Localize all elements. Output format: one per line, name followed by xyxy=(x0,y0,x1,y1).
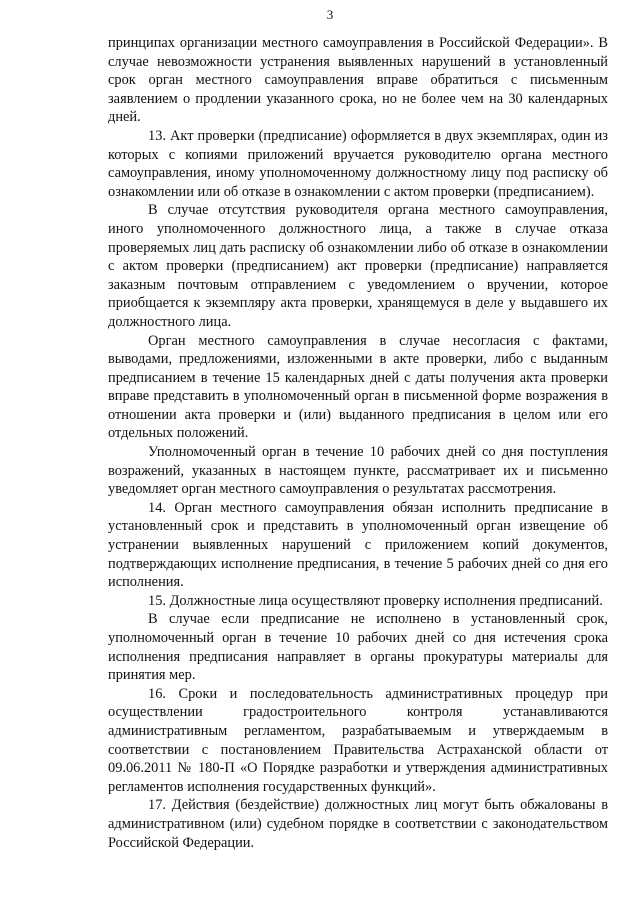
paragraph-14: 14. Орган местного самоуправления обязан исполнить предписание в установленный срок и представить в уполномоченный орган извещение об устранении выявленных нарушений с приложением копий документов, подтверждающих исполнение предписания, в течение 5 рабочих дней со дня его исполнения. xyxy=(108,499,608,591)
document-body xyxy=(108,34,608,852)
paragraph-17: 17. Действия (бездействие) должностных лиц могут быть обжалованы в административном (или) судебном порядке в соответствии с законодательством Российской Федерации. xyxy=(108,797,608,851)
paragraph-16: 16. Сроки и последовательность административных процедур при осуществлении градостроительного контроля устанавливаются административным регламентом, разрабатываемым и утверждаемым в соответствии с постановлением Правительства Астраханской области от 09.06.2011 № 180-П «О Порядке разработки и утверждения административных регламентов исполнения государственных функций». xyxy=(108,685,608,795)
page-number: 3 xyxy=(326,7,334,22)
paragraph-15: 15. Должностные лица осуществляют проверку исполнения предписаний. xyxy=(148,592,603,609)
paragraph-13-absence: В случае отсутствия руководителя органа местного самоуправления, иного уполномоченного должностного лица, а также в случае отказа проверяемых лиц дать расписку об ознакомлении либо об отказе в ознакомлении с актом проверки (предписанием) акт проверки (предписание) направляется заказным почтовым отправлением с уведомлением о вручении, которое приобщается к экземпляру акта проверки, хранящемуся в деле у выдавшего их должностного лица. xyxy=(108,202,608,330)
paragraph-13-act: 13. Акт проверки (предписание) оформляется в двух экземплярах, один из которых с копиями приложений вручается руководителю органа местного самоуправления, иному уполномоченному должностному лицу под расписку об ознакомлении или об отказе в ознакомлении с актом проверки (предписанием). xyxy=(108,127,608,200)
paragraph-13-objections: Орган местного самоуправления в случае несогласия с фактами, выводами, предложениями, изложенными в акте проверки, либо с выданным предписанием в течение 15 календарных дней с даты получения акта проверки вправе представить в уполномоченный орган в письменной форме возражения в отношении акта проверки и (или) выданного предписания в целом или его отдельных положений. xyxy=(108,332,608,442)
paragraph-13-review: Уполномоченный орган в течение 10 рабочих дней со дня поступления возражений, указанных в настоящем пункте, рассматривает их и письменно уведомляет орган местного самоуправления о результатах рассмотрения. xyxy=(108,444,608,498)
paragraph-principles-continuation: принципах организации местного самоуправления в Российской Федерации». В случае невозможности устранения выявленных нарушений в установленный срок орган местного самоуправления вправе обратиться с письменным заявлением о продлении указанного срока, но не более чем на 30 календарных дней. xyxy=(108,35,608,126)
paragraph-15-prosecution: В случае если предписание не исполнено в установленный срок, уполномоченный орган в течение 10 рабочих дней со дня истечения срока исполнения предписания направляет в органы прокуратуры материалы для принятия мер. xyxy=(108,611,608,684)
